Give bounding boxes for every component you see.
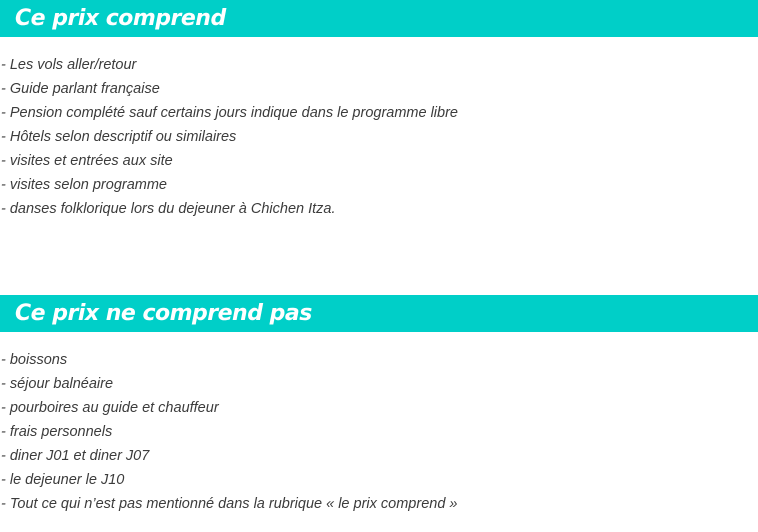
- excludes-item: - frais personnels: [1, 424, 113, 440]
- excludes-section-header: [0, 295, 758, 332]
- excludes-item: - le dejeuner le J10: [1, 472, 125, 488]
- excludes-item: - Tout ce qui n’est pas mentionné dans la rubrique « le prix comprend »: [1, 496, 458, 512]
- excludes-item: - séjour balnéaire: [1, 376, 114, 392]
- includes-item: - danses folklorique lors du dejeuner à Chichen Itza.: [1, 201, 336, 217]
- excludes-title: Ce prix ne comprend pas: [15, 301, 312, 326]
- includes-item: - Les vols aller/retour: [1, 57, 137, 73]
- includes-list: [1, 53, 458, 221]
- excludes-item: - pourboires au guide et chauffeur: [1, 400, 219, 416]
- includes-item: - Hôtels selon descriptif ou similaires: [1, 129, 237, 145]
- excludes-item: - diner J01 et diner J07: [1, 448, 150, 464]
- includes-item: - visites et entrées aux site: [1, 153, 173, 169]
- includes-item: - Pension complété sauf certains jours indique dans le programme libre: [1, 105, 458, 121]
- includes-section-header: [0, 0, 758, 37]
- excludes-list: [1, 348, 457, 516]
- excludes-item: - boissons: [1, 352, 68, 368]
- includes-item: - visites selon programme: [1, 177, 167, 193]
- includes-item: - Guide parlant française: [1, 81, 160, 97]
- includes-title: Ce prix comprend: [15, 6, 226, 31]
